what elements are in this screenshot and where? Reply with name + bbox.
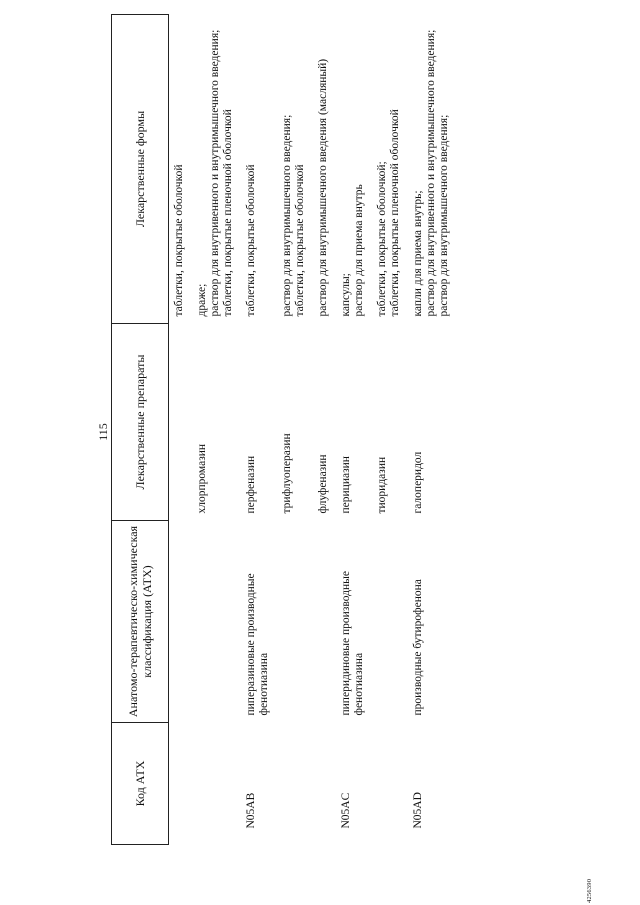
classification-cell bbox=[313, 521, 336, 723]
drug-name-cell-text: перициазин bbox=[340, 456, 352, 514]
classification-cell bbox=[192, 521, 241, 723]
page-number: 115 bbox=[96, 423, 110, 441]
atx-code-cell bbox=[241, 723, 277, 845]
dosage-forms-cell bbox=[408, 15, 451, 324]
classification-cell bbox=[277, 521, 313, 723]
dosage-forms-cell-text: таблетки, покрытые оболочкой bbox=[245, 164, 257, 317]
atx-code-cell bbox=[277, 723, 313, 845]
table-row bbox=[277, 15, 313, 845]
drug-name-cell-text: флуфеназин bbox=[317, 454, 329, 514]
table-row bbox=[336, 15, 372, 845]
classification-cell bbox=[336, 521, 372, 723]
dosage-forms-cell bbox=[192, 15, 241, 324]
table-row bbox=[313, 15, 336, 845]
drug-name-cell-text: хлорпромазин bbox=[196, 443, 208, 514]
atx-drug-table bbox=[111, 14, 451, 845]
dosage-forms-cell-text: таблетки, покрытые оболочкой; таблетки, покрытые пленочной оболочкой bbox=[376, 109, 401, 317]
header-atx-code: Код АТХ bbox=[112, 723, 169, 845]
dosage-forms-cell-text: раствор для внутримышечного введения; таблетки, покрытые оболочкой bbox=[281, 114, 306, 317]
dosage-forms-cell bbox=[336, 15, 372, 324]
atx-code-cell bbox=[313, 723, 336, 845]
header-dosage-forms: Лекарственные формы bbox=[112, 15, 169, 324]
atx-code-cell bbox=[336, 723, 372, 845]
atx-code-cell-text: N05AB bbox=[245, 792, 257, 829]
table-body bbox=[169, 15, 452, 845]
dosage-forms-cell bbox=[241, 15, 277, 324]
table-row bbox=[241, 15, 277, 845]
classification-cell-text: пиперазиновые производные фенотиазина bbox=[245, 573, 270, 716]
drug-name-cell bbox=[408, 324, 451, 521]
classification-cell-text: производные бутирофенона bbox=[412, 579, 424, 716]
drug-name-cell bbox=[241, 324, 277, 521]
atx-code-cell bbox=[169, 723, 193, 845]
classification-cell bbox=[372, 521, 408, 723]
classification-cell-text: пиперидиновые производные фенотиазина bbox=[340, 571, 365, 716]
table-header-row bbox=[112, 15, 169, 845]
drug-name-cell-text: перфеназин bbox=[245, 455, 257, 514]
table-row bbox=[408, 15, 451, 845]
atx-code-cell bbox=[408, 723, 451, 845]
table-row bbox=[372, 15, 408, 845]
drug-name-cell-text: тиоридазин bbox=[376, 456, 388, 514]
atx-code-cell bbox=[192, 723, 241, 845]
atx-code-cell-text: N05AD bbox=[412, 792, 424, 829]
drug-name-cell-text: галоперидол bbox=[412, 451, 424, 514]
classification-cell bbox=[169, 521, 193, 723]
atx-code-cell-text: N05AC bbox=[340, 792, 352, 829]
dosage-forms-cell-text: капсулы; раствор для приема внутрь bbox=[340, 184, 365, 317]
header-drugs: Лекарственные препараты bbox=[112, 324, 169, 521]
drug-name-cell-text: трифлуоперазин bbox=[281, 433, 293, 514]
dosage-forms-cell bbox=[169, 15, 193, 324]
atx-code-cell bbox=[372, 723, 408, 845]
dosage-forms-cell-text: таблетки, покрытые оболочкой bbox=[173, 164, 185, 317]
dosage-forms-cell bbox=[372, 15, 408, 324]
dosage-forms-cell bbox=[313, 15, 336, 324]
drug-name-cell bbox=[192, 324, 241, 521]
dosage-forms-cell bbox=[277, 15, 313, 324]
dosage-forms-cell-text: раствор для внутримышечного введения (масляный) bbox=[317, 58, 329, 317]
drug-name-cell bbox=[336, 324, 372, 521]
classification-cell bbox=[241, 521, 277, 723]
table-row bbox=[169, 15, 193, 845]
dosage-forms-cell-text: капли для приема внутрь; раствор для внутривенного и внутримышечного введения; раствор для внутримышечного введения; bbox=[412, 29, 450, 317]
drug-name-cell bbox=[169, 324, 193, 521]
drug-name-cell bbox=[277, 324, 313, 521]
drug-name-cell bbox=[372, 324, 408, 521]
dosage-forms-cell-text: драже; раствор для внутривенного и внутримышечного введения; таблетки, покрытые пленочной оболочкой bbox=[196, 29, 234, 317]
header-atx-classification: Анатомо-терапевтическо-химическая классификация (АТХ) bbox=[112, 521, 169, 723]
document-side-number: 4256390 bbox=[586, 878, 593, 903]
table-row bbox=[192, 15, 241, 845]
classification-cell bbox=[408, 521, 451, 723]
drug-name-cell bbox=[313, 324, 336, 521]
